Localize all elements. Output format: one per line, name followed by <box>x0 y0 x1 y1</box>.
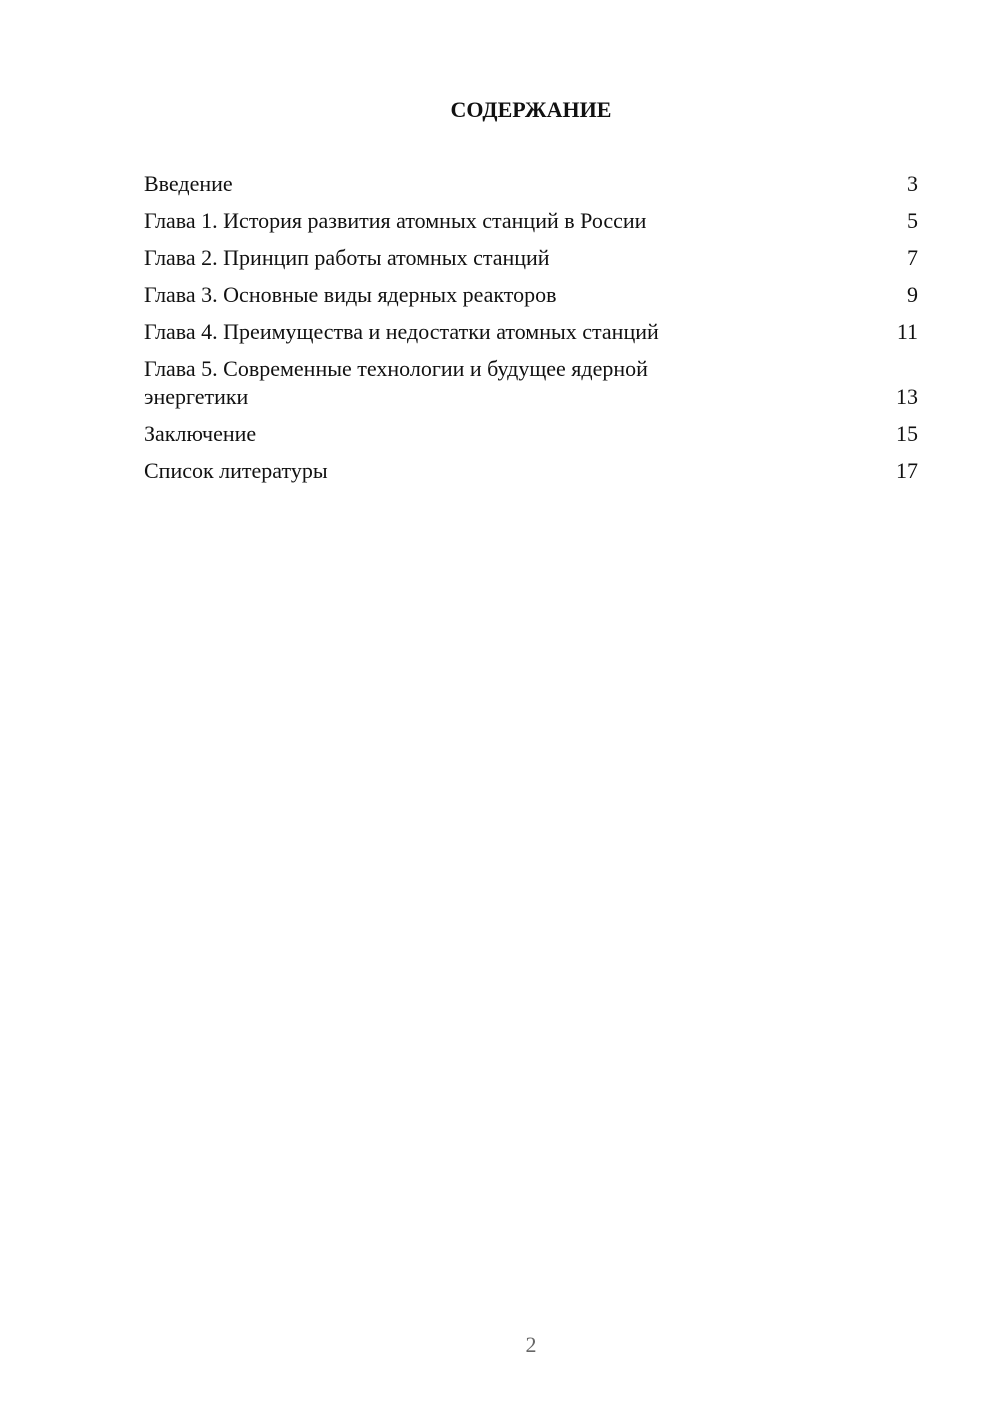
page-number: 2 <box>525 1332 537 1357</box>
toc-entry-page: 13 <box>896 384 918 409</box>
toc-entry-chapter-5 <box>144 355 918 411</box>
toc-entry-chapter-2 <box>144 244 918 272</box>
toc-entry-label: Глава 4. Преимущества и недостатки атомных станций <box>144 319 659 344</box>
toc-entry-label: Введение <box>144 171 233 196</box>
toc-entry-page: 5 <box>907 208 918 233</box>
toc-entry-chapter-4 <box>144 318 918 346</box>
toc-title: СОДЕРЖАНИЕ <box>450 97 612 122</box>
toc-entry-label: Заключение <box>144 421 257 446</box>
toc-entry-label: Список литературы <box>144 458 328 483</box>
toc-entry-page: 11 <box>896 319 918 344</box>
toc-entry-references <box>144 457 918 485</box>
toc-entry-page: 17 <box>896 458 918 483</box>
toc-entry-page: 9 <box>907 282 918 307</box>
toc-entry-chapter-3 <box>144 281 918 309</box>
toc-entry-label: Глава 3. Основные виды ядерных реакторов <box>144 282 557 307</box>
toc-entry-conclusion <box>144 420 918 448</box>
table-of-contents <box>144 170 918 494</box>
toc-entry-page: 15 <box>896 421 918 446</box>
toc-entry-label: Глава 1. История развития атомных станций в России <box>144 208 647 233</box>
toc-entry-page: 7 <box>907 245 918 270</box>
toc-entry-chapter-1 <box>144 207 918 235</box>
toc-entry-page: 3 <box>907 171 918 196</box>
toc-entry-introduction <box>144 170 918 198</box>
toc-entry-label: Глава 5. Современные технологии и будущее ядерной энергетики <box>144 356 648 409</box>
toc-entry-label: Глава 2. Принцип работы атомных станций <box>144 245 550 270</box>
